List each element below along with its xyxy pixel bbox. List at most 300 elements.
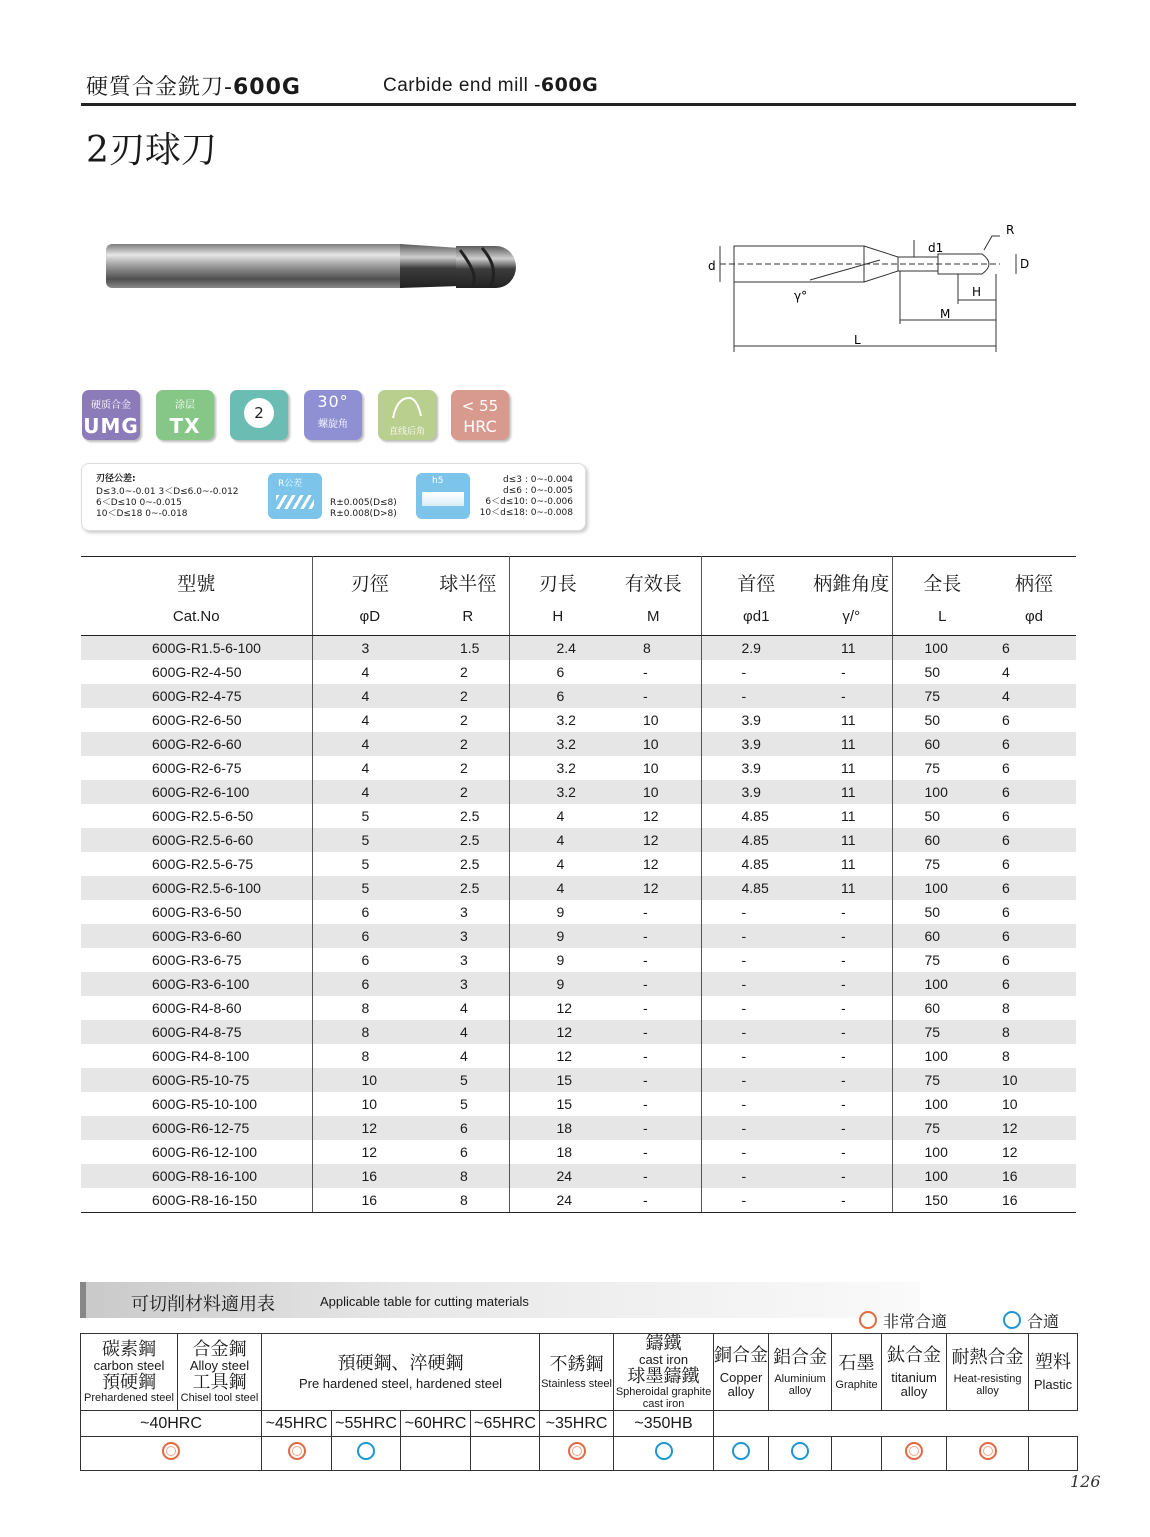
- spec-cell: 8: [312, 1020, 427, 1044]
- cat-no-cell: 600G-R2-4-75: [81, 684, 312, 708]
- badge-flutes: [230, 390, 288, 440]
- spec-cell: 2: [427, 684, 509, 708]
- spec-cell: 10: [606, 780, 701, 804]
- cat-no-cell: 600G-R2.5-6-60: [81, 828, 312, 852]
- dim-label-gamma: γ°: [794, 289, 808, 303]
- spec-row: [81, 1188, 1076, 1213]
- clearance-angle-icon: [387, 394, 427, 420]
- suitability-cell: [81, 1437, 262, 1471]
- spec-row: [81, 1092, 1076, 1116]
- spec-cell: 6: [992, 924, 1076, 948]
- spec-cell: 4: [427, 996, 509, 1020]
- spec-cell: -: [811, 1164, 892, 1188]
- spec-cell: 100: [924, 1144, 948, 1160]
- spec-cell: 24: [509, 1188, 606, 1213]
- spec-cell: 4: [361, 664, 370, 680]
- spec-cell: -: [701, 972, 811, 996]
- spec-cell: 75: [892, 1068, 992, 1092]
- spec-cell: -: [606, 1188, 701, 1213]
- cat-no-cell: 600G-R2.5-6-100: [81, 876, 312, 900]
- spec-cell: -: [811, 684, 892, 708]
- header-en-prefix: Carbide end mill -: [383, 75, 541, 96]
- r-tolerance-icon: [268, 473, 322, 519]
- spec-cell: 18: [509, 1116, 606, 1140]
- spec-cell: 12: [312, 1116, 427, 1140]
- spec-cell: 75: [924, 952, 941, 968]
- badge-coating-tx: [156, 390, 214, 440]
- spec-cell: -: [606, 1140, 701, 1164]
- spec-cell: 3.2: [556, 712, 576, 728]
- spec-cell: -: [606, 948, 701, 972]
- suitability-cell: [769, 1437, 832, 1471]
- col-header-shank-d: 柄徑 φd: [992, 557, 1076, 636]
- spec-cell: 11: [811, 876, 892, 900]
- spec-row: [81, 1140, 1076, 1164]
- spec-cell: 2.9: [701, 636, 811, 661]
- spec-cell: 8: [361, 1048, 370, 1064]
- hardness-cell: ~40HRC: [81, 1411, 262, 1437]
- materials-subtitle: Applicable table for cutting materials: [320, 1294, 529, 1309]
- spec-cell: 4: [361, 712, 370, 728]
- spec-cell: 11: [811, 708, 892, 732]
- spec-cell: 2: [427, 732, 509, 756]
- spec-cell: 4: [312, 684, 427, 708]
- spec-cell: 5: [312, 876, 427, 900]
- spec-row: [81, 660, 1076, 684]
- spec-cell: 6: [1002, 808, 1010, 824]
- spec-cell: 9: [556, 952, 565, 968]
- dim-label-h: H: [972, 285, 982, 299]
- spec-cell: 2.5: [427, 804, 509, 828]
- spec-header-row: [81, 557, 1076, 636]
- spec-cell: -: [811, 900, 892, 924]
- spec-cell: 100: [892, 1164, 992, 1188]
- spec-cell: 18: [556, 1144, 573, 1160]
- spec-cell: 4.85: [741, 856, 769, 872]
- spec-cell: -: [606, 972, 701, 996]
- spec-cell: 5: [312, 828, 427, 852]
- spec-cell: 4: [509, 828, 606, 852]
- cat-no-cell: 600G-R2.5-6-50: [81, 804, 312, 828]
- spec-cell: 12: [1002, 1144, 1018, 1160]
- spec-cell: -: [606, 1044, 701, 1068]
- materials-title: 可切削材料適用表: [131, 1294, 275, 1315]
- spec-cell: 12: [992, 1116, 1076, 1140]
- tolerance-row: 10＜D≤18 0~-0.018: [96, 509, 188, 519]
- badge-material-caption: 硬质合金: [91, 400, 131, 411]
- spec-cell: 100: [892, 780, 992, 804]
- end-mill-photo: [100, 236, 520, 298]
- spec-cell: -: [701, 1020, 811, 1044]
- badge-coating-caption: 涂层: [175, 400, 195, 411]
- spec-cell: -: [741, 904, 747, 920]
- hardness-cell: ~350HB: [614, 1411, 714, 1437]
- spec-cell: -: [606, 1068, 701, 1092]
- header-en-model: 600G: [540, 74, 599, 96]
- r-tolerance-row: R±0.008(D>8): [330, 509, 397, 519]
- spec-cell: 6: [312, 924, 427, 948]
- spec-cell: 9: [556, 904, 565, 920]
- spec-cell: -: [701, 924, 811, 948]
- spec-cell: 2: [427, 660, 509, 684]
- badge-material-value: UMG: [83, 414, 139, 438]
- suitability-cell: [471, 1437, 540, 1471]
- spec-cell: 11: [811, 636, 892, 661]
- mat-hardened-steel: 預硬鋼、淬硬鋼 Pre hardened steel, hardened steel: [262, 1334, 540, 1411]
- spec-cell: -: [741, 1048, 747, 1064]
- spec-cell: 15: [556, 1096, 573, 1112]
- col-header-d1: 首徑 φd1: [701, 557, 811, 636]
- dim-label-d1: d1: [928, 241, 944, 255]
- spec-cell: -: [701, 1116, 811, 1140]
- spec-cell: 6: [992, 972, 1076, 996]
- col-header-m: 有效長 M: [606, 557, 701, 636]
- header-zh-model: 600G: [232, 75, 301, 100]
- spec-cell: 6: [1002, 712, 1010, 728]
- spec-cell: 8: [427, 1164, 509, 1188]
- spec-cell: 4.85: [741, 808, 769, 824]
- spec-cell: 12: [606, 852, 701, 876]
- spec-cell: 11: [811, 852, 892, 876]
- suitability-cell: [714, 1437, 769, 1471]
- spec-cell: 6: [992, 828, 1076, 852]
- spec-row: [81, 948, 1076, 972]
- spec-cell: 4: [427, 1020, 509, 1044]
- spec-cell: 6: [312, 972, 427, 996]
- spec-row: [81, 1116, 1076, 1140]
- spec-cell: 4.85: [701, 876, 811, 900]
- badge-material-umg: [82, 390, 140, 440]
- spec-cell: 3: [312, 636, 427, 661]
- page-title: 2刃球刀: [86, 130, 217, 171]
- spec-cell: 2: [427, 708, 509, 732]
- r-tolerance-label: R公差: [278, 479, 303, 489]
- spec-cell: 2.5: [427, 852, 509, 876]
- cat-no-cell: 600G-R4-8-75: [81, 1020, 312, 1044]
- spec-table: [81, 556, 1076, 1213]
- spec-cell: 4: [361, 760, 370, 776]
- dimension-drawing: [700, 220, 1040, 370]
- materials-hardness-row: [81, 1411, 1078, 1437]
- mat-titanium-alloy: 鈦合金 titanium alloy: [882, 1334, 947, 1411]
- spec-cell: 3.9: [701, 780, 811, 804]
- spec-cell: 5: [361, 856, 370, 872]
- h5-tolerance-row: 6＜d≤10: 0~-0.006: [485, 497, 573, 507]
- spec-row: [81, 684, 1076, 708]
- suitability-cell: [614, 1437, 714, 1471]
- spec-cell: -: [606, 1020, 701, 1044]
- very-suitable-icon: [979, 1442, 997, 1460]
- h5-tolerance-label: h5: [432, 476, 444, 486]
- spec-cell: -: [701, 1188, 811, 1213]
- spec-cell: 3: [427, 948, 509, 972]
- spec-cell: 6: [556, 664, 565, 680]
- mat-plastic: 塑料 Plastic: [1029, 1334, 1078, 1411]
- spec-cell: -: [811, 996, 892, 1020]
- spec-cell: 9: [509, 972, 606, 996]
- spec-cell: 3.2: [509, 780, 606, 804]
- spec-cell: 4: [992, 684, 1076, 708]
- spec-cell: -: [701, 684, 811, 708]
- spec-cell: 6: [992, 732, 1076, 756]
- spec-row: [81, 732, 1076, 756]
- badge-coating-value: TX: [169, 414, 201, 438]
- spec-cell: 8: [1002, 1000, 1010, 1016]
- spec-cell: 10: [606, 732, 701, 756]
- spec-row: [81, 636, 1076, 661]
- badge-clearance: [378, 390, 436, 440]
- spec-row: [81, 828, 1076, 852]
- spec-cell: 100: [924, 1096, 948, 1112]
- spec-cell: 75: [892, 1020, 992, 1044]
- spec-cell: 2.5: [427, 876, 509, 900]
- spec-cell: 3.9: [741, 712, 761, 728]
- spec-row: [81, 780, 1076, 804]
- spec-cell: 50: [924, 808, 941, 824]
- spec-cell: 4: [509, 876, 606, 900]
- spec-cell: 4: [556, 808, 565, 824]
- spec-cell: -: [741, 1000, 747, 1016]
- cat-no-cell: 600G-R2-6-75: [81, 756, 312, 780]
- spec-cell: -: [606, 996, 701, 1020]
- cat-no-cell: 600G-R4-8-60: [81, 996, 312, 1020]
- spec-cell: -: [606, 1164, 701, 1188]
- spec-cell: 75: [924, 856, 941, 872]
- badge-clearance-caption: 直线后角: [388, 427, 425, 437]
- cat-no-cell: 600G-R2-6-100: [81, 780, 312, 804]
- spec-cell: 4: [556, 856, 565, 872]
- hardness-cell: ~55HRC: [332, 1411, 401, 1437]
- spec-cell: -: [741, 1144, 747, 1160]
- col-header-gamma: 柄錐角度 γ/°: [811, 557, 892, 636]
- cat-no-cell: 600G-R3-6-75: [81, 948, 312, 972]
- page-number: 126: [1070, 1472, 1101, 1491]
- cat-no-cell: 600G-R2-6-60: [81, 732, 312, 756]
- suitability-cell: [332, 1437, 401, 1471]
- hardness-cell: ~45HRC: [262, 1411, 332, 1437]
- spec-cell: -: [606, 900, 701, 924]
- spec-row: [81, 708, 1076, 732]
- cat-no-cell: 600G-R5-10-100: [81, 1092, 312, 1116]
- dim-label-l: L: [854, 333, 861, 347]
- spec-cell: 8: [992, 1020, 1076, 1044]
- spec-cell: 4: [312, 732, 427, 756]
- spec-cell: 16: [312, 1188, 427, 1213]
- spec-cell: 75: [892, 684, 992, 708]
- legend-very-suitable-label: 非常合適: [883, 1312, 948, 1331]
- flute-count-icon: 2: [244, 398, 274, 428]
- cat-no-cell: 600G-R5-10-75: [81, 1068, 312, 1092]
- mat-cast-iron: 鑄鐵 cast iron 球墨鑄鐵 Spheroidal graphite cast iron: [614, 1334, 714, 1411]
- tolerance-row: 6＜D≤10 0~-0.015: [96, 498, 182, 508]
- spec-cell: -: [811, 1116, 892, 1140]
- spec-cell: -: [606, 684, 701, 708]
- hardness-cell: ~35HRC: [540, 1411, 614, 1437]
- spec-row: [81, 876, 1076, 900]
- spec-cell: 3.9: [741, 760, 761, 776]
- hardness-cell: ~65HRC: [471, 1411, 540, 1437]
- spec-cell: 3: [427, 900, 509, 924]
- spec-cell: 3: [427, 972, 509, 996]
- spec-cell: 11: [811, 780, 892, 804]
- cat-no-cell: 600G-R4-8-100: [81, 1044, 312, 1068]
- spec-row: [81, 996, 1076, 1020]
- spec-cell: 6: [1002, 856, 1010, 872]
- spec-cell: 150: [892, 1188, 992, 1213]
- spec-cell: 10: [1002, 1096, 1018, 1112]
- dim-label-m: M: [940, 307, 951, 321]
- cat-no-cell: 600G-R3-6-60: [81, 924, 312, 948]
- tolerance-title: 刃径公差:: [96, 474, 136, 484]
- spec-row: [81, 972, 1076, 996]
- spec-cell: 100: [924, 1048, 948, 1064]
- suitable-icon: [791, 1442, 809, 1460]
- spec-cell: 10: [361, 1096, 378, 1112]
- cat-no-cell: 600G-R3-6-50: [81, 900, 312, 924]
- spec-row: [81, 804, 1076, 828]
- mat-graphite: 石墨 Graphite: [832, 1334, 882, 1411]
- cat-no-cell: 600G-R2-6-50: [81, 708, 312, 732]
- badge-helix-caption: 螺旋角: [318, 419, 348, 430]
- cat-no-cell: 600G-R3-6-100: [81, 972, 312, 996]
- spec-cell: 5: [427, 1092, 509, 1116]
- spec-cell: -: [811, 948, 892, 972]
- spec-cell: -: [811, 1140, 892, 1164]
- dim-label-big-d: D: [1020, 257, 1030, 271]
- spec-cell: 9: [509, 924, 606, 948]
- spec-cell: 100: [892, 972, 992, 996]
- dim-label-d: d: [708, 259, 716, 273]
- h5-tolerance-row: 10＜d≤18: 0~-0.008: [479, 508, 573, 518]
- hardness-cell: ~60HRC: [401, 1411, 471, 1437]
- spec-row: [81, 852, 1076, 876]
- spec-cell: -: [606, 1092, 701, 1116]
- spec-cell: 100: [892, 876, 992, 900]
- header-english-title: [383, 74, 598, 97]
- spec-cell: 6: [992, 876, 1076, 900]
- r-tolerance-row: R±0.005(D≤8): [330, 498, 397, 508]
- mat-stainless-steel: 不銹鋼 Stainless steel: [540, 1334, 614, 1411]
- badge-hardness: [451, 390, 509, 440]
- spec-cell: 11: [811, 756, 892, 780]
- spec-cell: 12: [606, 804, 701, 828]
- spec-cell: 12: [606, 876, 701, 900]
- very-suitable-icon: [288, 1442, 306, 1460]
- mat-copper-alloy: 銅合金 Copper alloy: [714, 1334, 769, 1411]
- suitable-icon: [732, 1442, 750, 1460]
- spec-row: [81, 756, 1076, 780]
- cat-no-cell: 600G-R2-4-50: [81, 660, 312, 684]
- spec-cell: 2.4: [509, 636, 606, 661]
- spec-cell: -: [701, 1068, 811, 1092]
- spec-cell: 60: [892, 732, 992, 756]
- spec-cell: 10: [606, 708, 701, 732]
- spec-cell: 50: [924, 904, 941, 920]
- dim-label-r: R: [1006, 223, 1015, 237]
- col-header-r: 球半徑 R: [427, 557, 509, 636]
- spec-cell: 6: [509, 684, 606, 708]
- spec-cell: 4: [427, 1044, 509, 1068]
- mat-aluminium-alloy: 鋁合金 Aluminium alloy: [769, 1334, 832, 1411]
- spec-cell: 10: [312, 1068, 427, 1092]
- spec-cell: 8: [1002, 1048, 1010, 1064]
- spec-cell: 100: [892, 636, 992, 661]
- suitable-icon: [357, 1442, 375, 1460]
- spec-cell: -: [741, 952, 747, 968]
- badge-hardness-value: < 55: [461, 397, 499, 415]
- legend-suitable-icon: [1003, 1311, 1021, 1329]
- spec-cell: 6: [1002, 952, 1010, 968]
- badge-helix-value: 30°: [317, 392, 349, 411]
- legend-very-suitable-icon: [859, 1311, 877, 1329]
- spec-cell: 1.5: [427, 636, 509, 661]
- spec-cell: -: [606, 1116, 701, 1140]
- spec-cell: 6: [427, 1116, 509, 1140]
- spec-cell: -: [811, 1188, 892, 1213]
- spec-cell: 4.85: [701, 828, 811, 852]
- spec-cell: 6: [992, 780, 1076, 804]
- spec-cell: 16: [312, 1164, 427, 1188]
- spec-cell: 10: [606, 756, 701, 780]
- spec-cell: 6: [992, 636, 1076, 661]
- mat-heat-resisting-alloy: 耐熱合金 Heat-resisting alloy: [947, 1334, 1029, 1411]
- h5-tolerance-row: d≤3 : 0~-0.004: [502, 475, 573, 485]
- spec-cell: 10: [992, 1068, 1076, 1092]
- suitability-cell: [1029, 1437, 1078, 1471]
- cat-no-cell: 600G-R6-12-100: [81, 1140, 312, 1164]
- cat-no-cell: 600G-R8-16-150: [81, 1188, 312, 1213]
- spec-row: [81, 924, 1076, 948]
- very-suitable-icon: [905, 1442, 923, 1460]
- suitability-cell: [540, 1437, 614, 1471]
- cat-no-cell: 600G-R1.5-6-100: [81, 636, 312, 661]
- spec-cell: -: [701, 1164, 811, 1188]
- spec-cell: 4: [312, 780, 427, 804]
- suitable-icon: [655, 1442, 673, 1460]
- very-suitable-icon: [568, 1442, 586, 1460]
- materials-suitability-row: [81, 1437, 1078, 1471]
- spec-cell: -: [811, 924, 892, 948]
- very-suitable-icon: [162, 1442, 180, 1460]
- spec-cell: 4: [1002, 664, 1010, 680]
- tolerance-row: D≤3.0~-0.01 3＜D≤6.0~-0.012: [96, 487, 239, 497]
- spec-cell: 2: [427, 756, 509, 780]
- spec-cell: -: [606, 660, 701, 684]
- hardness-empty: [714, 1411, 1078, 1437]
- spec-cell: 12: [606, 828, 701, 852]
- spec-cell: 3: [427, 924, 509, 948]
- spec-cell: 11: [811, 804, 892, 828]
- spec-cell: 3.2: [509, 732, 606, 756]
- spec-cell: 8: [427, 1188, 509, 1213]
- cat-no-cell: 600G-R2.5-6-75: [81, 852, 312, 876]
- suitability-cell: [401, 1437, 471, 1471]
- spec-row: [81, 900, 1076, 924]
- spec-row: [81, 1164, 1076, 1188]
- cat-no-cell: 600G-R8-16-100: [81, 1164, 312, 1188]
- spec-cell: 24: [509, 1164, 606, 1188]
- suitability-cell: [832, 1437, 882, 1471]
- spec-cell: 5: [427, 1068, 509, 1092]
- mat-alloy-steel: 合金鋼 Alloy steel 工具鋼 Chisel tool steel: [178, 1334, 262, 1411]
- spec-cell: 11: [811, 828, 892, 852]
- spec-cell: -: [741, 1096, 747, 1112]
- spec-cell: 12: [361, 1144, 378, 1160]
- spec-row: [81, 1068, 1076, 1092]
- legend-suitable-label: 合適: [1027, 1312, 1060, 1331]
- col-header-d: 刃徑 φD: [312, 557, 427, 636]
- spec-cell: 3.2: [556, 760, 576, 776]
